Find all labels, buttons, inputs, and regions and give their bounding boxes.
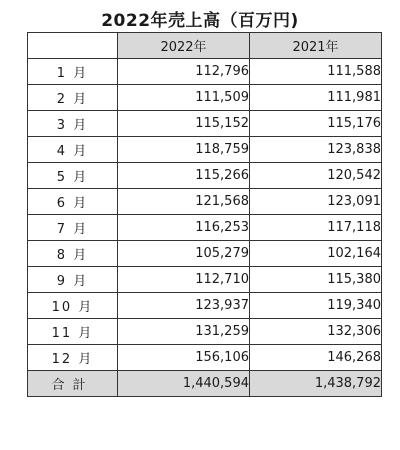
table-row xyxy=(28,189,382,215)
header-2022: 2022年 xyxy=(118,33,250,59)
value-2022: 118,759 xyxy=(118,137,250,163)
value-2021: 119,340 xyxy=(250,293,382,319)
table-row xyxy=(28,137,382,163)
header-corner-cell xyxy=(28,33,118,59)
value-2022: 105,279 xyxy=(118,241,250,267)
month-label: 1 月 xyxy=(28,59,118,85)
value-2022: 123,937 xyxy=(118,293,250,319)
table-row xyxy=(28,85,382,111)
value-2022: 156,106 xyxy=(118,345,250,371)
table-row xyxy=(28,215,382,241)
month-label: 9 月 xyxy=(28,267,118,293)
table-row xyxy=(28,59,382,85)
value-2022: 131,259 xyxy=(118,319,250,345)
value-2021: 115,380 xyxy=(250,267,382,293)
month-label: 12 月 xyxy=(28,345,118,371)
value-2021: 115,176 xyxy=(250,111,382,137)
total-row xyxy=(28,371,382,397)
table-title: 2022年売上高（百万円) xyxy=(101,11,299,31)
table-row xyxy=(28,319,382,345)
header-row xyxy=(28,33,382,59)
value-2021: 117,118 xyxy=(250,215,382,241)
table-row xyxy=(28,111,382,137)
total-label: 合計 xyxy=(28,371,118,397)
value-2022: 112,796 xyxy=(118,59,250,85)
value-2022: 115,152 xyxy=(118,111,250,137)
month-label: 8 月 xyxy=(28,241,118,267)
table-row xyxy=(28,267,382,293)
sales-table xyxy=(27,32,382,397)
month-label: 6 月 xyxy=(28,189,118,215)
month-label: 4 月 xyxy=(28,137,118,163)
header-2021: 2021年 xyxy=(250,33,382,59)
month-label: 3 月 xyxy=(28,111,118,137)
month-label: 7 月 xyxy=(28,215,118,241)
value-2021: 123,838 xyxy=(250,137,382,163)
month-label: 10 月 xyxy=(28,293,118,319)
table-row xyxy=(28,163,382,189)
table-row xyxy=(28,345,382,371)
month-label: 5 月 xyxy=(28,163,118,189)
value-2021: 123,091 xyxy=(250,189,382,215)
value-2022: 112,710 xyxy=(118,267,250,293)
month-label: 11 月 xyxy=(28,319,118,345)
value-2022: 111,509 xyxy=(118,85,250,111)
total-2021: 1,438,792 xyxy=(250,371,382,397)
value-2021: 111,588 xyxy=(250,59,382,85)
value-2021: 102,164 xyxy=(250,241,382,267)
value-2022: 116,253 xyxy=(118,215,250,241)
month-label: 2 月 xyxy=(28,85,118,111)
value-2022: 121,568 xyxy=(118,189,250,215)
table-row xyxy=(28,241,382,267)
value-2021: 111,981 xyxy=(250,85,382,111)
value-2021: 146,268 xyxy=(250,345,382,371)
value-2021: 132,306 xyxy=(250,319,382,345)
value-2022: 115,266 xyxy=(118,163,250,189)
table-row xyxy=(28,293,382,319)
total-2022: 1,440,594 xyxy=(118,371,250,397)
value-2021: 120,542 xyxy=(250,163,382,189)
